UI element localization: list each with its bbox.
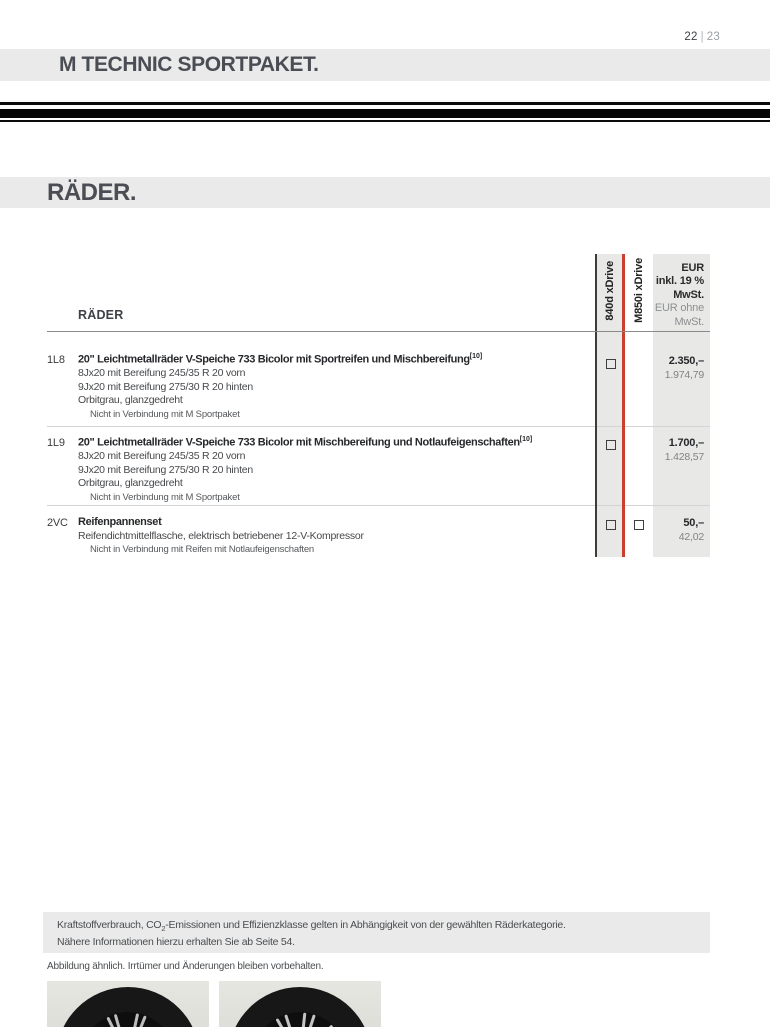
section-bar: [0, 177, 770, 208]
option-code: 1L8: [47, 354, 65, 366]
option-title: 20" Leichtmetallräder V-Speiche 733 Bicolor mit Sportreifen und Mischbereifung[10]: [78, 353, 483, 366]
option-detail: 8Jx20 mit Bereifung 245/35 R 20 vorn: [78, 367, 246, 380]
table-row-1l9: [47, 436, 592, 503]
price-header-line: EUR: [681, 262, 704, 274]
price-header-line: inkl. 19 %: [655, 275, 704, 288]
column-840d-marker-line: [595, 254, 597, 557]
wheel-photo-image: [219, 981, 381, 1027]
wheel-photo: [219, 981, 381, 1027]
header-bar: [0, 49, 770, 81]
page-title: M TECHNIC SPORTPAKET.: [59, 53, 319, 76]
page-number-separator: |: [700, 31, 704, 43]
table-column-header-raeder: RÄDER: [78, 308, 124, 322]
option-detail: Orbitgrau, glanzgedreht: [78, 394, 183, 407]
column-header-840d: [597, 254, 622, 327]
price-net: 42,02: [678, 530, 704, 543]
option-note: Nicht in Verbindung mit Reifen mit Notlaufeigenschaften: [90, 543, 314, 555]
footnote-box: [43, 912, 710, 953]
option-code: 2VC: [47, 517, 68, 529]
page-number-current: 22: [684, 31, 698, 43]
option-checkbox-840d: [606, 520, 616, 530]
divider-thin-bottom: [0, 120, 770, 122]
option-detail: 9Jx20 mit Bereifung 275/30 R 20 hinten: [78, 463, 253, 476]
column-header-m850i: [625, 254, 653, 327]
option-content: [78, 353, 592, 420]
table-header-underline: [47, 331, 710, 332]
price-cell: [653, 355, 704, 381]
option-note: Nicht in Verbindung mit M Sportpaket: [90, 491, 240, 503]
option-detail: Reifendichtmittelflasche, elektrisch betriebener 12-V-Kompressor: [78, 529, 364, 542]
page-number-next: 23: [706, 31, 720, 43]
footnote-reference: [10]: [519, 436, 533, 443]
option-code: 1L9: [47, 437, 65, 449]
table-row-2vc: [47, 516, 592, 555]
column-header-m850i-label: M850i xDrive: [633, 258, 645, 323]
price-cell: [653, 437, 704, 463]
wheel-photo: [47, 981, 209, 1027]
divider-thin-top: [0, 102, 770, 105]
price-net: 1.974,79: [664, 368, 704, 381]
column-header-840d-label: 840d xDrive: [603, 260, 616, 321]
row-divider: [47, 505, 710, 506]
option-checkbox-840d: [606, 440, 616, 450]
footnote-line-2: Nähere Informationen hierzu erhalten Sie ab Seite 54.: [57, 935, 295, 948]
co2-subscript: 2: [161, 924, 166, 934]
wheel-photo-image: [47, 981, 209, 1027]
option-detail: 8Jx20 mit Bereifung 245/35 R 20 vorn: [78, 450, 246, 463]
divider-thick: [0, 109, 770, 118]
price-column-header: [653, 262, 704, 329]
price-gross: 50,–: [683, 517, 704, 529]
section-title: RÄDER.: [47, 179, 137, 206]
price-gross: 1.700,–: [668, 437, 704, 449]
option-content: [78, 516, 592, 555]
option-checkbox-m850i: [634, 520, 644, 530]
footnote-reference: [10]: [469, 353, 483, 360]
table-row-1l8: [47, 353, 592, 420]
price-header-line: MwSt.: [673, 288, 704, 301]
price-cell: [653, 517, 704, 543]
price-net: 1.428,57: [664, 450, 704, 463]
option-detail: Orbitgrau, glanzgedreht: [78, 477, 183, 490]
price-header-line-net: MwSt.: [674, 315, 704, 328]
footnote-line-1: Kraftstoffverbrauch, $CO_2$-Emissionen und Effizienzklasse gelten in Abhängigkeit von der gewählten Räderkategorie.: [57, 919, 566, 934]
option-content: [78, 436, 592, 503]
option-note: Nicht in Verbindung mit M Sportpaket: [90, 408, 240, 420]
disclaimer-text: Abbildung ähnlich. Irrtümer und Änderungen bleiben vorbehalten.: [47, 961, 324, 972]
option-title: Reifenpannenset: [78, 516, 162, 528]
row-divider: [47, 426, 710, 427]
price-gross: 2.350,–: [668, 355, 704, 367]
option-title: 20" Leichtmetallräder V-Speiche 733 Bicolor mit Mischbereifung und Notlaufeigenschaften[10]: [78, 436, 533, 449]
option-detail: 9Jx20 mit Bereifung 275/30 R 20 hinten: [78, 380, 253, 393]
option-checkbox-840d: [606, 359, 616, 369]
page-number: [0, 31, 720, 43]
price-header-line-net: EUR ohne: [654, 302, 704, 315]
column-m850i-marker-line: [622, 254, 625, 557]
